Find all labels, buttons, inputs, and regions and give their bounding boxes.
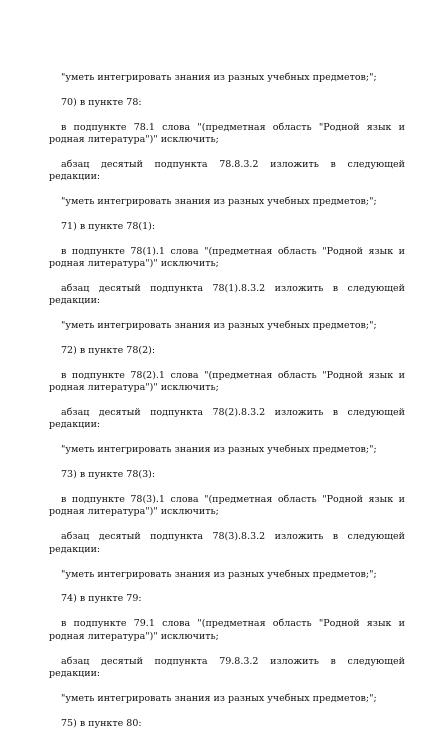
paragraph: "уметь интегрировать знания из разных учебных предметов;"; [61,568,377,580]
paragraph: абзац десятый подпункта 79.8.3.2 изложить в следующей редакции: [49,655,405,679]
paragraph: в подпункте 78.1 слова "(предметная область "Родной язык и родная литература")" исключить; [49,121,405,146]
paragraph: абзац десятый подпункта 78.8.3.2 изложить в следующей редакции: [49,159,405,183]
paragraph: 72) в пункте 78(2): [61,345,156,357]
paragraph: "уметь интегрировать знания из разных учебных предметов;"; [61,196,377,208]
paragraph: в подпункте 79.1 слова "(предметная область "Родной язык и родная литература")" исключить; [49,618,405,642]
paragraph: абзац десятый подпункта 78(2).8.3.2 изложить в следующей редакции: [49,407,405,431]
paragraph: в подпункте 78(3).1 слова "(предметная область "Родной язык и родная литература")" исключить; [49,494,405,518]
paragraph: в подпункте 78(2).1 слова "(предметная область "Родной язык и родная литература")" исключить; [49,370,405,394]
paragraph: 73) в пункте 78(3): [61,469,156,481]
paragraph: "уметь интегрировать знания из разных учебных предметов;"; [61,320,377,332]
paragraph: в подпункте 78(1).1 слова "(предметная область "Родной язык и родная литература")" исключить; [49,246,405,270]
paragraph: "уметь интегрировать знания из разных учебных предметов;"; [61,692,377,704]
paragraph: абзац десятый подпункта 78(3).8.3.2 изложить в следующей редакции: [49,531,405,555]
paragraph: абзац десятый подпункта 78(1).8.3.2 изложить в следующей редакции: [49,283,405,307]
paragraph: 75) в пункте 80: [61,717,142,729]
paragraph: 70) в пункте 78: [61,96,142,108]
paragraph: 74) в пункте 79: [61,593,142,605]
document-body [49,72,405,743]
paragraph: 71) в пункте 78(1): [61,221,156,233]
paragraph: "уметь интегрировать знания из разных учебных предметов;"; [61,72,377,83]
paragraph: "уметь интегрировать знания из разных учебных предметов;"; [61,444,377,456]
